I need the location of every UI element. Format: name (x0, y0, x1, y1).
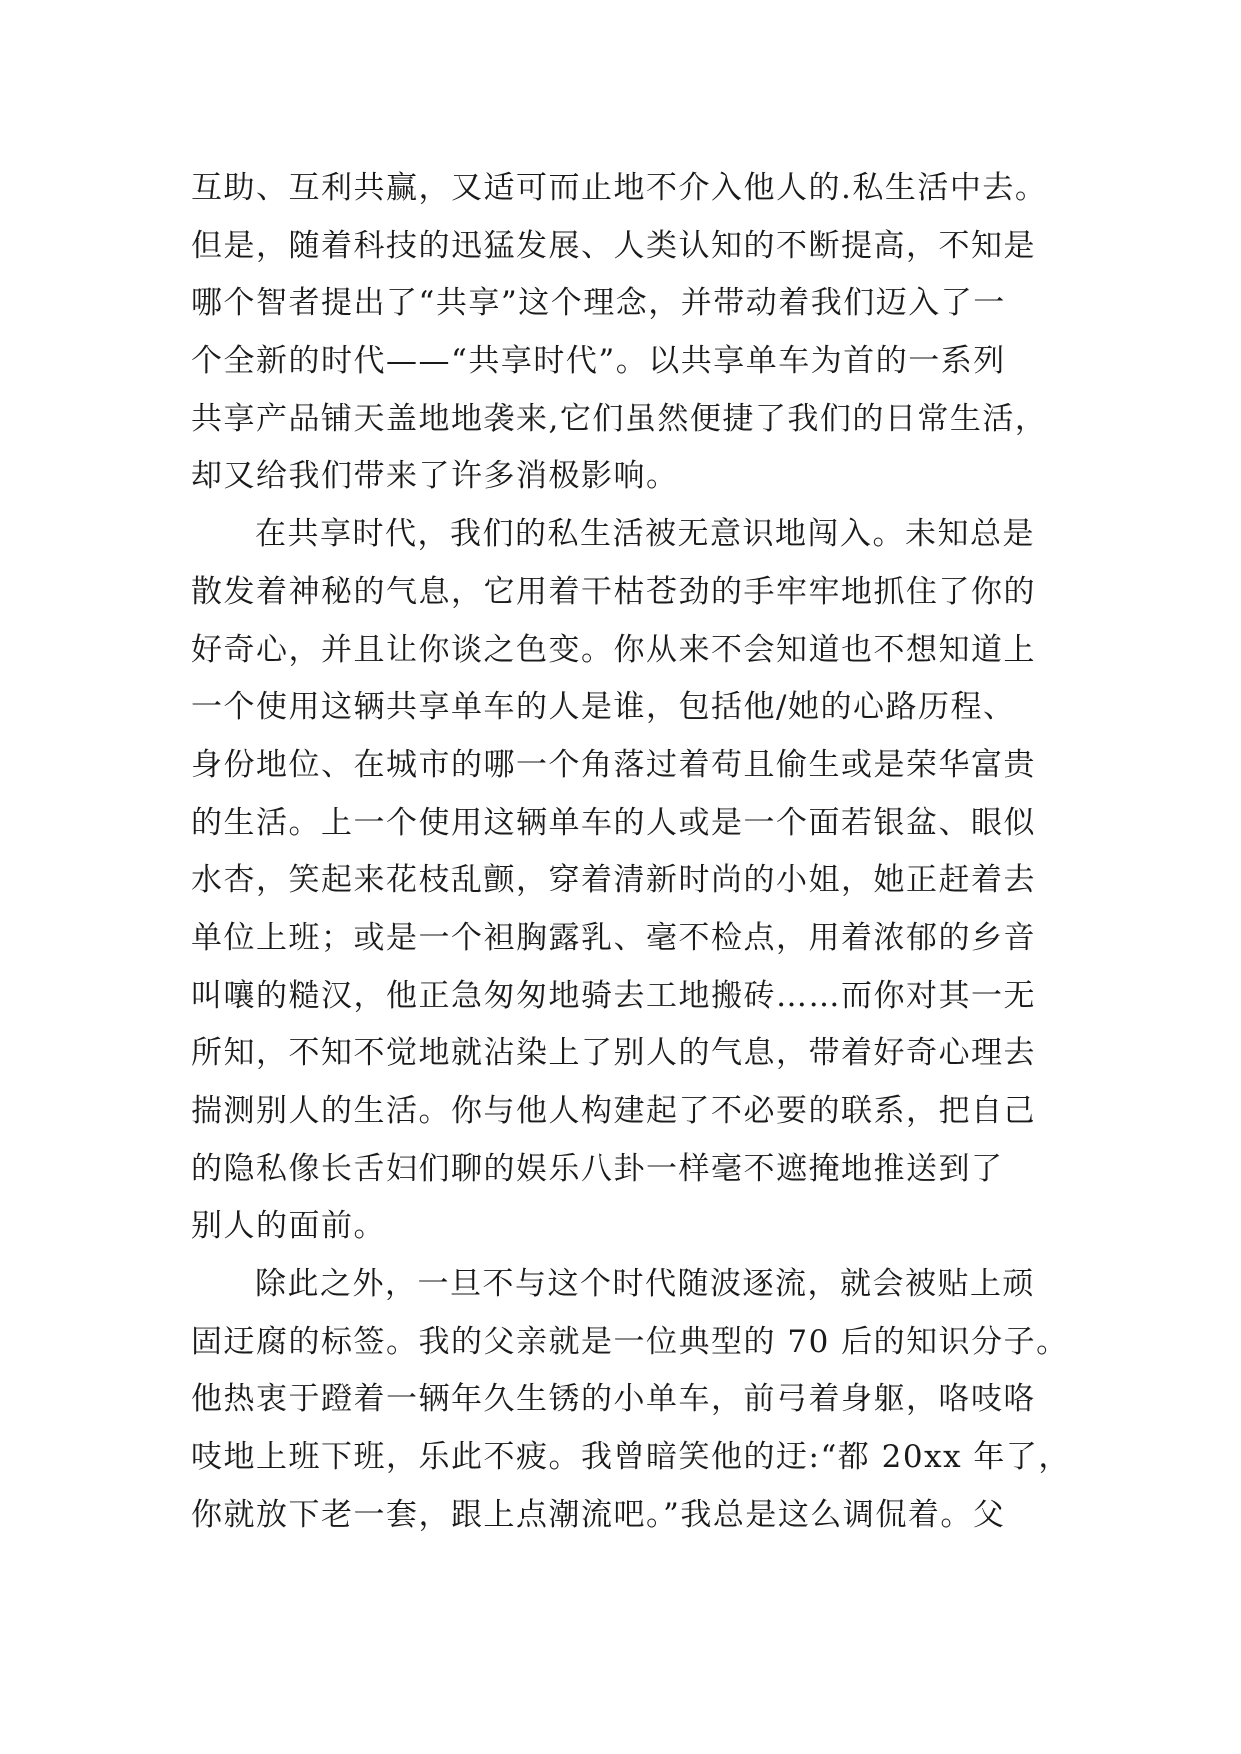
text-line: 单位上班；或是一个袒胸露乳、毫不检点，用着浓郁的乡音 (191, 919, 1036, 956)
text-line: 揣测别人的生活。你与他人构建起了不必要的联系，把自己 (191, 1093, 1036, 1129)
text-line: 水杏，笑起来花枝乱颤，穿着清新时尚的小姐，她正赶着去 (191, 862, 1036, 899)
text-line: 所知，不知不觉地就沾染上了别人的气息，带着好奇心理去 (191, 1035, 1036, 1072)
text-line: 但是，随着科技的迅猛发展、人类认知的不断提高，不知是 (191, 227, 1036, 264)
text-line: 在共享时代，我们的私生活被无意识地闯入。未知总是 (255, 516, 1035, 553)
text-line: 固迂腐的标签。我的父亲就是一位典型的 70 后的知识分子。 (191, 1323, 1069, 1360)
text-line: 别人的面前。 (191, 1208, 386, 1245)
text-line: 哪个智者提出了“共享”这个理念，并带动着我们迈入了一 (191, 285, 1006, 322)
text-line: 互助、互利共赢，又适可而止地不介入他人的.私生活中去。 (191, 170, 1048, 206)
text-line: 除此之外，一旦不与这个时代随波逐流，就会被贴上顽 (255, 1266, 1035, 1303)
text-line: 叫嚷的糙汉，他正急匆匆地骑去工地搬砖……而你对其一无 (191, 977, 1036, 1014)
text-line: 的生活。上一个使用这辆单车的人或是一个面若银盆、眼似 (191, 804, 1036, 841)
text-line: 共享产品铺天盖地地袭来,它们虽然便捷了我们的日常生活， (191, 400, 1048, 437)
text-line: 吱地上班下班，乐此不疲。我曾暗笑他的迂:“都 20xx 年了， (191, 1439, 1071, 1476)
text-line: 好奇心，并且让你谈之色变。你从来不会知道也不想知道上 (191, 631, 1036, 668)
text-line: 却又给我们带来了许多消极影响。 (191, 458, 679, 495)
text-line: 身份地位、在城市的哪一个角落过着苟且偷生或是荣华富贵 (191, 746, 1036, 783)
text-line: 他热衷于蹬着一辆年久生锈的小单车，前弓着身躯，咯吱咯 (191, 1381, 1036, 1418)
body-text (191, 160, 1071, 1545)
text-line: 散发着神秘的气息，它用着干枯苍劲的手牢牢地抓住了你的 (191, 573, 1036, 610)
text-line: 个全新的时代——“共享时代”。以共享单车为首的一系列 (191, 343, 1006, 380)
text-line: 的隐私像长舌妇们聊的娱乐八卦一样毫不遮掩地推送到了 (191, 1150, 1004, 1187)
text-line: 你就放下老一套，跟上点潮流吧。”我总是这么调侃着。父 (191, 1496, 1006, 1533)
text-line: 一个使用这辆共享单车的人是谁，包括他/她的心路历程、 (191, 689, 1016, 726)
